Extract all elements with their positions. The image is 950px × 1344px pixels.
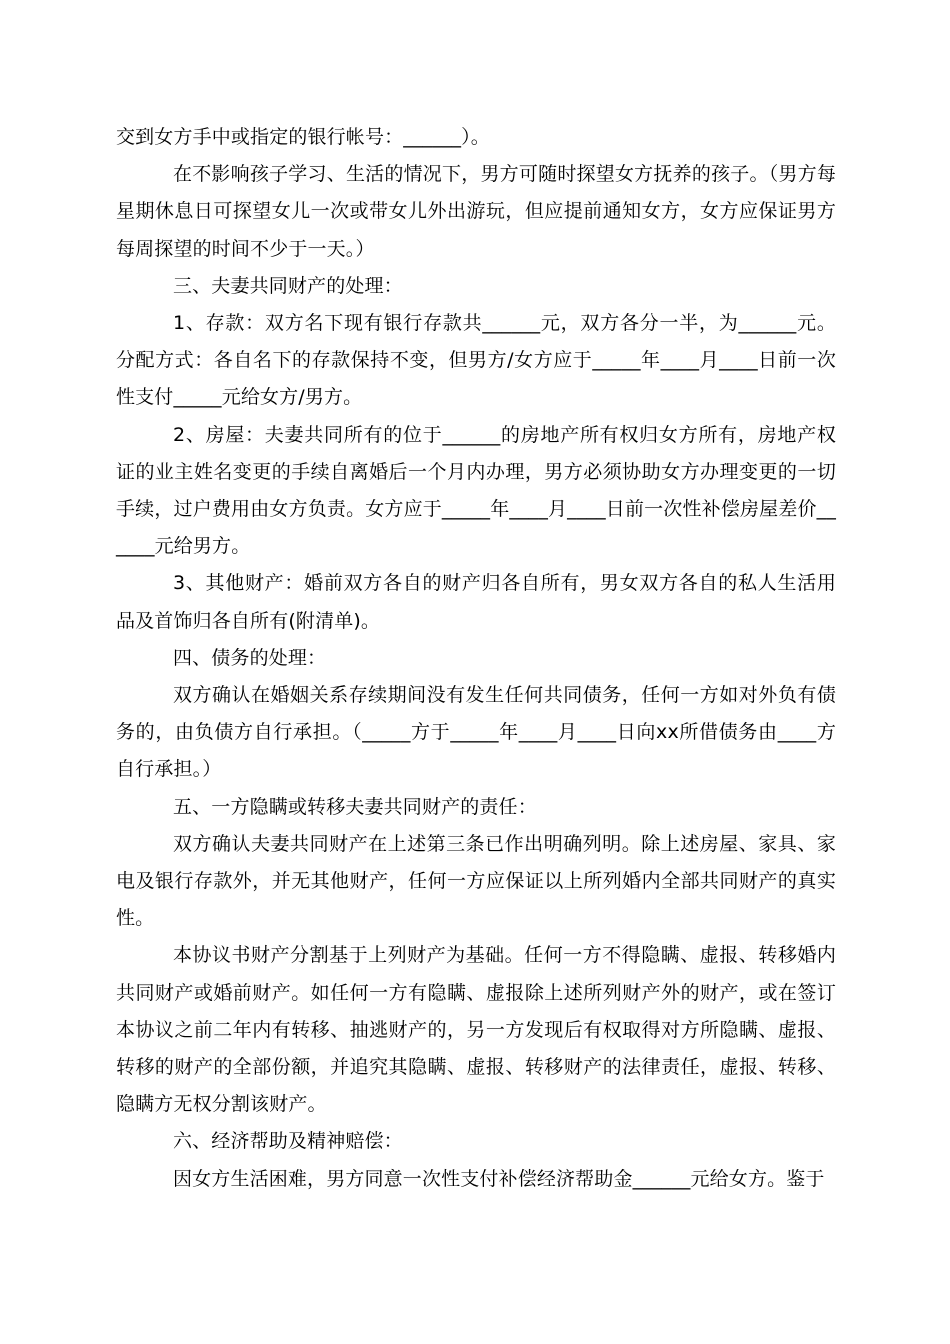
paragraph-debts: 双方确认在婚姻关系存续期间没有发生任何共同债务，任何一方如对外负有债务的，由负债方自行承担。（_____方于_____年____月____日向xx所借债务由____方自行承担。） [116,684,836,781]
paragraph-account-number: 交到女方手中或指定的银行帐号：______）。 [116,126,490,148]
section-heading-debts: 四、债务的处理： [173,646,327,669]
paragraph-house: 2、房屋：夫妻共同所有的位于______的房地产所有权归女方所有，房地产权证的业主姓名变更的手续自离婚后一个月内办理，男方必须协助女方办理变更的一切手续，过户费用由女方负责。女方应于_____年____月____日前一次性补偿房屋差价______元给男方。 [116,423,836,558]
paragraph-property-confirmation: 双方确认夫妻共同财产在上述第三条已作出明确列明。除上述房屋、家具、家电及银行存款外，并无其他财产，任何一方应保证以上所列婚内全部共同财产的真实性。 [116,832,836,930]
paragraph-other-property: 3、其他财产：婚前双方各自的财产归各自所有，男女双方各自的私人生活用品及首饰归各自所有(附清单)。 [116,572,836,632]
paragraph-deposits: 1、存款：双方名下现有银行存款共______元，双方各分一半，为______元。分配方式：各自名下的存款保持不变，但男方/女方应于_____年____月____日前一次性支付_____元给女方/男方。 [116,312,836,409]
paragraph-economic-help: 因女方生活困难，男方同意一次性支付补偿经济帮助金______元给女方。鉴于 [173,1167,825,1190]
section-heading-property: 三、夫妻共同财产的处理： [173,274,403,297]
section-heading-compensation: 六、经济帮助及精神赔偿： [173,1130,403,1153]
paragraph-concealment-liability: 本协议书财产分割基于上列财产为基础。任何一方不得隐瞒、虚报、转移婚内共同财产或婚前财产。如任何一方有隐瞒、虚报除上述所列财产外的财产，或在签订本协议之前二年内有转移、抽逃财产的，另一方发现后有权取得对方所隐瞒、虚报、转移的财产的全部份额，并追究其隐瞒、虚报、转移财产的法律责任，虚报、转移、隐瞒方无权分割该财产。 [116,944,836,1116]
section-heading-concealment: 五、一方隐瞒或转移夫妻共同财产的责任： [173,795,537,818]
document-body [116,119,836,1198]
paragraph-visitation: 在不影响孩子学习、生活的情况下，男方可随时探望女方抚养的孩子。（男方每星期休息日可探望女儿一次或带女儿外出游玩，但应提前通知女方，女方应保证男方每周探望的时间不少于一天。） [116,163,836,260]
